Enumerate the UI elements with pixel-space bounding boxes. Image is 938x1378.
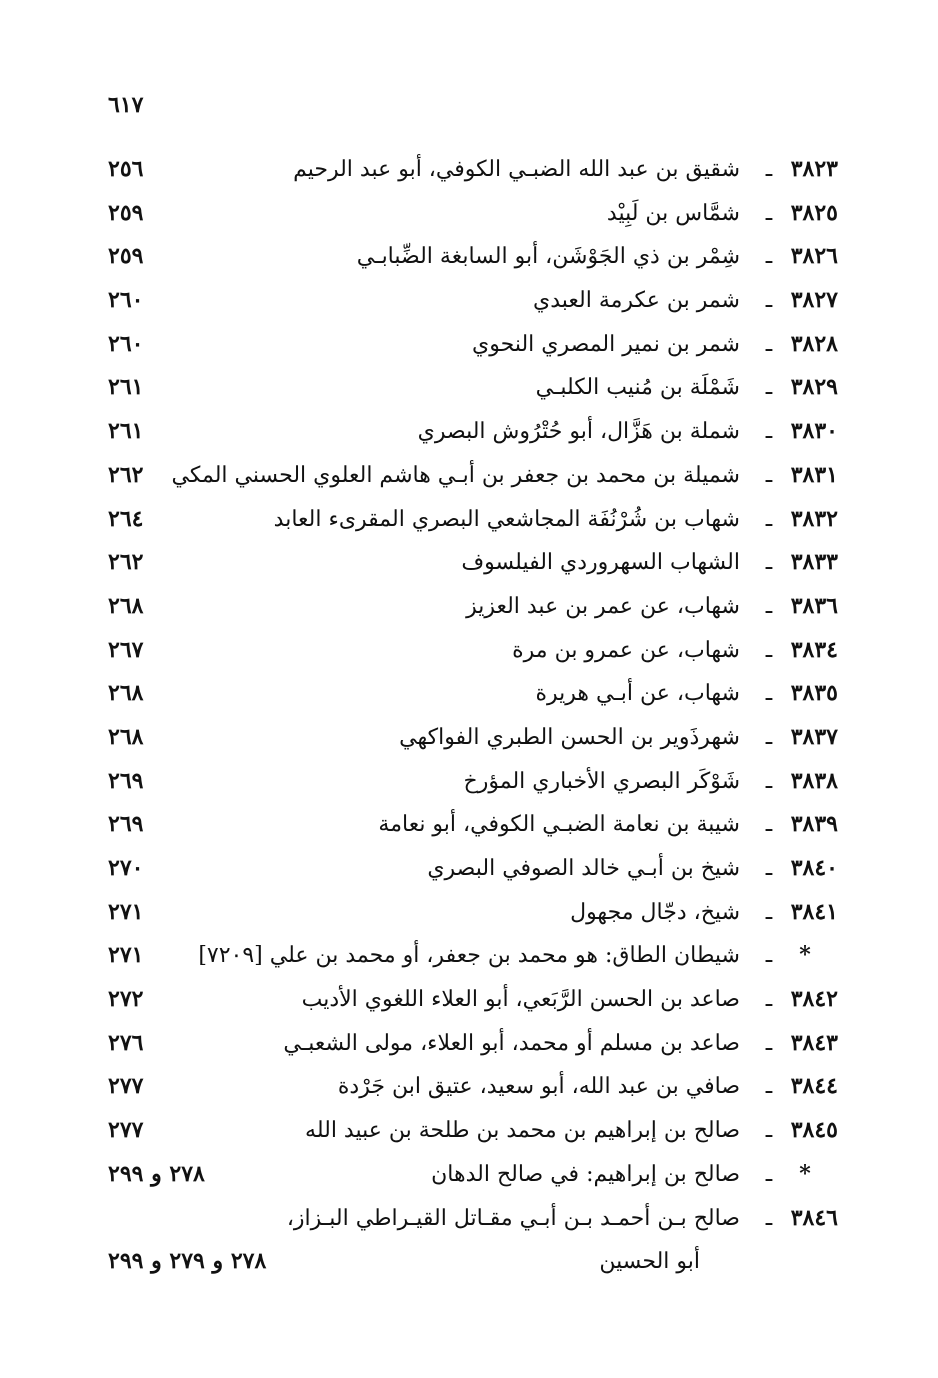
index-entry [100, 323, 838, 367]
entry-number: ٣٨٣٣ [790, 549, 838, 576]
entry-page-ref: ٢٧٧ [108, 1073, 144, 1100]
entry-name: شقيق بن عبد الله الضبـي الكوفي، أبو عبد الرحيم [293, 157, 740, 182]
entry-name: الشهاب السهروردي الفيلسوف [461, 550, 740, 576]
index-entry [100, 235, 838, 279]
entry-name: شيطان الطاق: هو محمد بن جعفر، أو محمد بن علي [٧٢٠٩] [198, 943, 740, 969]
index-entry [100, 803, 838, 847]
entry-number: ٣٨٣٨ [790, 767, 838, 794]
entry-dash: ـ [765, 1118, 773, 1144]
entry-name: شمر بن عكرمة العبدي [533, 288, 740, 314]
entry-name: شيخ بن أبـي خالد الصوفي البصري [427, 856, 740, 881]
entry-dash: ـ [765, 550, 773, 576]
index-entry [100, 498, 838, 542]
entry-dash: ـ [765, 157, 773, 182]
entry-number: ٣٨٢٧ [790, 287, 838, 314]
entry-page-ref: ٢٦٢ [108, 549, 144, 576]
entry-page-ref: ٢٧٠ [108, 855, 144, 881]
entry-dash: ـ [765, 1030, 773, 1056]
entry-page-ref: ٢٦٤ [108, 505, 144, 532]
entry-number: ٣٨٣٥ [790, 680, 838, 707]
entry-dash: ـ [765, 899, 773, 925]
entry-page-ref: ٢٦٩ [108, 811, 144, 838]
index-entry [100, 760, 838, 804]
entry-number: ٣٨٤١ [790, 898, 838, 925]
entry-page-ref: ٢٧٨ و ٢٩٩ [108, 1160, 205, 1187]
index-entry [100, 891, 838, 935]
entry-number: ٣٨٤٢ [790, 986, 838, 1013]
entry-page-ref: ٢٧٨ و ٢٧٩ و ٢٩٩ [108, 1248, 267, 1275]
entry-dash: ـ [765, 375, 773, 401]
page-number: ٦١٧ [108, 92, 144, 118]
entry-page-ref: ٢٦١ [108, 418, 144, 445]
entry-number: ٣٨٤٥ [790, 1117, 838, 1144]
entry-dash: ـ [765, 1161, 773, 1187]
entry-name: شيخ، دجّال مجهول [570, 899, 740, 925]
entry-name: شَوْكَر البصري الأخباري المؤرخ [463, 768, 740, 794]
index-entry-continuation [100, 1240, 838, 1284]
entry-page-ref: ٢٧١ [108, 898, 144, 925]
entry-page-ref: ٢٦٠ [108, 287, 144, 314]
entry-number: ٣٨٣٠ [790, 418, 838, 445]
entry-dash: ـ [765, 288, 773, 314]
entry-name: صالح بـن أحمـد بـن أبـي مقـاتل القيـراطي البـزاز، [286, 1205, 740, 1231]
entry-page-ref: ٢٥٦ [108, 156, 144, 182]
entry-page-ref: ٢٧١ [108, 942, 144, 969]
entry-name: شمَّاس بن لَبِيْد [606, 200, 740, 226]
entry-dash: ـ [765, 1074, 773, 1100]
index-entry [100, 410, 838, 454]
entry-name: شمر بن نمير المصري النحوي [472, 331, 740, 357]
entry-number: ٣٨٢٦ [790, 243, 838, 270]
entry-number: ٣٨٢٥ [790, 199, 838, 226]
entry-name: شملة بن هَزَّال، أبو حُتْرُوش البصري [417, 419, 740, 445]
entry-dash: ـ [765, 200, 773, 226]
entry-number: ٣٨٣٩ [790, 811, 838, 838]
entry-dash: ـ [765, 681, 773, 707]
asterisk-marker: * [799, 1160, 811, 1187]
entry-dash: ـ [765, 812, 773, 838]
entry-page-ref: ٢٦٠ [108, 330, 144, 357]
entry-dash: ـ [765, 331, 773, 357]
entry-page-ref: ٢٦٢ [108, 461, 144, 488]
index-entry [100, 585, 838, 629]
entry-page-ref: ٢٥٩ [108, 199, 144, 226]
entry-number: ٣٨٣٤ [790, 636, 838, 663]
entry-page-ref: ٢٦٩ [108, 767, 144, 794]
entry-page-ref: ٢٦٨ [108, 680, 144, 707]
index-entry [100, 148, 838, 192]
entry-dash: ـ [765, 244, 773, 270]
entry-dash: ـ [765, 593, 773, 619]
entry-dash: ـ [765, 1205, 773, 1231]
entry-dash: ـ [765, 637, 773, 663]
entry-dash: ـ [765, 768, 773, 794]
entry-name: صالح بن إبراهيم: في صالح الدهان [431, 1161, 740, 1187]
index-entry [100, 1065, 838, 1109]
index-entry [100, 1109, 838, 1153]
index-entry [100, 541, 838, 585]
entry-number: ٣٨٤٠ [790, 855, 838, 881]
index-entry [100, 454, 838, 498]
entry-number: ٣٨٢٣ [790, 156, 838, 182]
entry-name: شهاب بن شُرْنُفَة المجاشعي البصري المقرىء العابد [273, 506, 740, 532]
entry-dash: ـ [765, 462, 773, 488]
entry-dash: ـ [765, 724, 773, 750]
entry-dash: ـ [765, 987, 773, 1013]
entry-number: ٣٨٣٦ [790, 592, 838, 619]
index-entry [100, 1022, 838, 1066]
index-entry [100, 978, 838, 1022]
index-entry [100, 192, 838, 236]
entry-name: شيبة بن نعامة الضبـي الكوفي، أبو نعامة [378, 812, 740, 838]
entry-page-ref: ٢٦٧ [108, 636, 144, 663]
entry-page-ref: ٢٧٦ [108, 1029, 144, 1056]
entry-number: ٣٨٢٨ [790, 330, 838, 357]
entry-number: ٣٨٣٧ [790, 723, 838, 750]
index-entry [100, 1153, 838, 1197]
index-entry [100, 847, 838, 891]
entry-name: شَمْلَة بن مُنيب الكلبـي [535, 375, 740, 401]
entry-page-ref: ٢٦٨ [108, 723, 144, 750]
entry-name: شهاب، عن عمرو بن مرة [512, 637, 740, 663]
entry-page-ref: ٢٦٨ [108, 592, 144, 619]
index-entry [100, 716, 838, 760]
index-entry [100, 672, 838, 716]
index-entry [100, 629, 838, 673]
entry-number: ٣٨٣١ [790, 461, 838, 488]
entry-name: صافي بن عبد الله، أبو سعيد، عتيق ابن جَرْدة [337, 1074, 740, 1100]
entry-name-continuation: أبو الحسين [599, 1249, 700, 1275]
entry-number: ٣٨٣٢ [790, 505, 838, 532]
entry-dash: ـ [765, 856, 773, 881]
index-entry [100, 279, 838, 323]
entry-name: صاعد بن الحسن الرَّبَعي، أبو العلاء اللغوي الأديب [301, 987, 740, 1013]
entry-dash: ـ [765, 419, 773, 445]
asterisk-marker: * [799, 942, 811, 969]
entry-page-ref: ٢٥٩ [108, 243, 144, 270]
entry-name: شهرذَوير بن الحسن الطبري الفواكهي [399, 724, 740, 750]
entry-number: ٣٨٢٩ [790, 374, 838, 401]
index-entries [100, 148, 838, 1284]
entry-number: ٣٨٤٤ [790, 1073, 838, 1100]
entry-name: صالح بن إبراهيم بن محمد بن طلحة بن عبيد الله [305, 1118, 740, 1144]
entry-name: شميلة بن محمد بن جعفر بن أبـي هاشم العلوي الحسني المكي [171, 462, 740, 488]
entry-name: شهاب، عن عمر بن عبد العزيز [466, 593, 740, 619]
entry-name: شِمْر بن ذي الجَوْشَن، أبو السابغة الضِّبابـي [356, 244, 740, 270]
index-entry [100, 366, 838, 410]
entry-number: ٣٨٤٣ [790, 1029, 838, 1056]
entry-name: صاعد بن مسلم أو محمد، أبو العلاء، مولى الشعبـي [283, 1030, 740, 1056]
entry-dash: ـ [765, 943, 773, 969]
entry-name: شهاب، عن أبـي هريرة [535, 681, 740, 707]
index-entry [100, 1197, 838, 1241]
entry-dash: ـ [765, 506, 773, 532]
entry-page-ref: ٢٧٧ [108, 1117, 144, 1144]
entry-page-ref: ٢٦١ [108, 374, 144, 401]
entry-number: ٣٨٤٦ [790, 1204, 838, 1231]
index-entry [100, 934, 838, 978]
entry-page-ref: ٢٧٢ [108, 986, 144, 1013]
